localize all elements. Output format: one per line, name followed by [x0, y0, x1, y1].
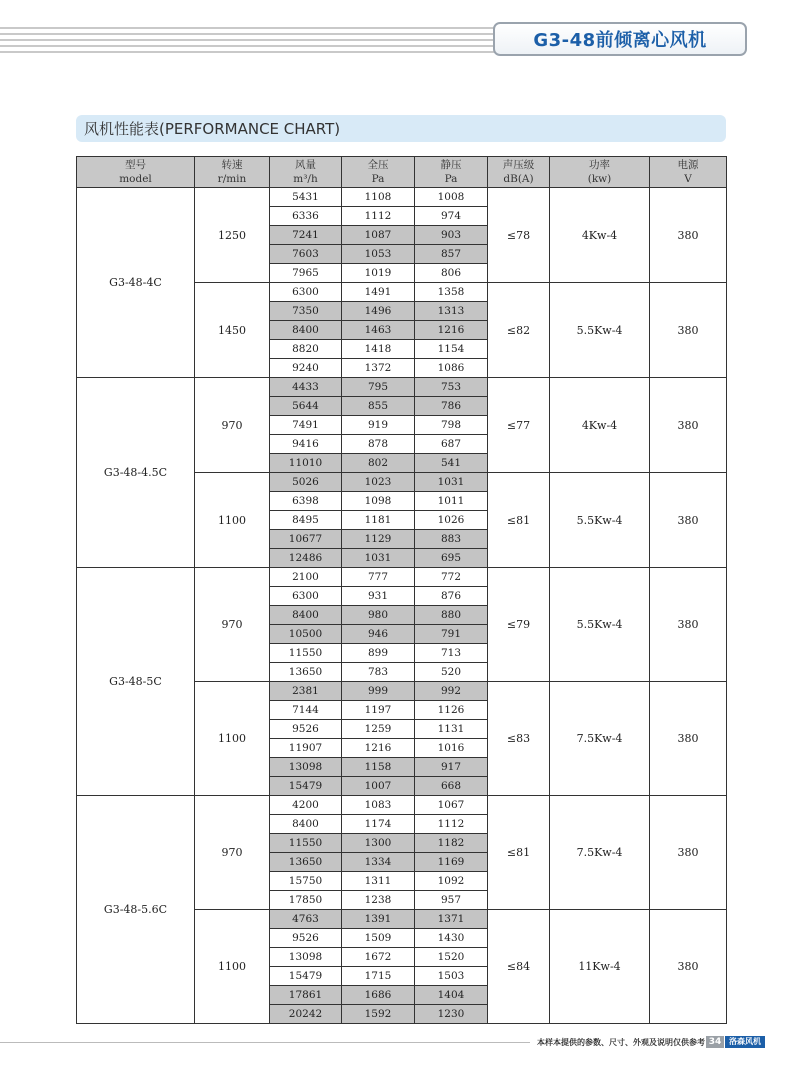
total-pressure-cell: 1300: [342, 834, 415, 853]
static-pressure-cell: 1358: [415, 283, 488, 302]
airflow-cell: 13650: [270, 663, 342, 682]
total-pressure-cell: 777: [342, 568, 415, 587]
static-pressure-cell: 541: [415, 454, 488, 473]
airflow-cell: 10500: [270, 625, 342, 644]
total-pressure-cell: 931: [342, 587, 415, 606]
table-row: [77, 188, 727, 207]
column-header-cn: 型号: [125, 159, 146, 171]
performance-table: [76, 156, 727, 1024]
static-pressure-cell: 1430: [415, 929, 488, 948]
header-line: [0, 27, 495, 29]
airflow-cell: 9526: [270, 720, 342, 739]
airflow-cell: 15479: [270, 777, 342, 796]
column-header-en: m³/h: [293, 173, 318, 185]
column-header-cn: 功率: [589, 159, 610, 171]
static-pressure-cell: 753: [415, 378, 488, 397]
column-header: [195, 157, 270, 188]
noise-cell: ≤79: [488, 568, 550, 682]
header-line: [0, 39, 495, 41]
total-pressure-cell: 1491: [342, 283, 415, 302]
static-pressure-cell: 883: [415, 530, 488, 549]
airflow-cell: 8400: [270, 321, 342, 340]
total-pressure-cell: 802: [342, 454, 415, 473]
total-pressure-cell: 946: [342, 625, 415, 644]
column-header-en: Pa: [371, 173, 385, 185]
airflow-cell: 5644: [270, 397, 342, 416]
static-pressure-cell: 992: [415, 682, 488, 701]
airflow-cell: 4200: [270, 796, 342, 815]
total-pressure-cell: 1158: [342, 758, 415, 777]
total-pressure-cell: 980: [342, 606, 415, 625]
airflow-cell: 20242: [270, 1005, 342, 1024]
speed-cell: 970: [195, 378, 270, 473]
column-header-cn: 全压: [367, 159, 389, 171]
total-pressure-cell: 919: [342, 416, 415, 435]
airflow-cell: 8400: [270, 606, 342, 625]
power-cell: 4Kw-4: [550, 188, 650, 283]
total-pressure-cell: 1019: [342, 264, 415, 283]
airflow-cell: 17861: [270, 986, 342, 1005]
table-row: [77, 568, 727, 587]
airflow-cell: 7241: [270, 226, 342, 245]
total-pressure-cell: 1391: [342, 910, 415, 929]
column-header: [77, 157, 195, 188]
static-pressure-cell: 1011: [415, 492, 488, 511]
static-pressure-cell: 957: [415, 891, 488, 910]
static-pressure-cell: 1126: [415, 701, 488, 720]
noise-cell: ≤83: [488, 682, 550, 796]
total-pressure-cell: 1053: [342, 245, 415, 264]
static-pressure-cell: 1067: [415, 796, 488, 815]
airflow-cell: 8820: [270, 340, 342, 359]
total-pressure-cell: 1129: [342, 530, 415, 549]
page-number: 34: [706, 1036, 724, 1048]
total-pressure-cell: 795: [342, 378, 415, 397]
static-pressure-cell: 974: [415, 207, 488, 226]
static-pressure-cell: 1026: [415, 511, 488, 530]
airflow-cell: 9240: [270, 359, 342, 378]
static-pressure-cell: 1371: [415, 910, 488, 929]
column-header-en: dB(A): [503, 173, 534, 185]
noise-cell: ≤81: [488, 473, 550, 568]
airflow-cell: 15750: [270, 872, 342, 891]
airflow-cell: 9416: [270, 435, 342, 454]
column-header: [415, 157, 488, 188]
total-pressure-cell: 1496: [342, 302, 415, 321]
header-line: [0, 51, 495, 53]
column-header-en: model: [119, 173, 152, 185]
static-pressure-cell: 1112: [415, 815, 488, 834]
column-header-en: r/min: [217, 173, 247, 185]
static-pressure-cell: 1169: [415, 853, 488, 872]
power-cell: 5.5Kw-4: [550, 283, 650, 378]
total-pressure-cell: 999: [342, 682, 415, 701]
total-pressure-cell: 1259: [342, 720, 415, 739]
static-pressure-cell: 1031: [415, 473, 488, 492]
static-pressure-cell: 857: [415, 245, 488, 264]
airflow-cell: 11010: [270, 454, 342, 473]
total-pressure-cell: 1197: [342, 701, 415, 720]
speed-cell: 1450: [195, 283, 270, 378]
static-pressure-cell: 880: [415, 606, 488, 625]
total-pressure-cell: 1023: [342, 473, 415, 492]
speed-cell: 1100: [195, 910, 270, 1024]
total-pressure-cell: 1108: [342, 188, 415, 207]
static-pressure-cell: 1154: [415, 340, 488, 359]
airflow-cell: 8495: [270, 511, 342, 530]
airflow-cell: 15479: [270, 967, 342, 986]
total-pressure-cell: 1181: [342, 511, 415, 530]
airflow-cell: 6300: [270, 283, 342, 302]
column-header-cn: 转速: [221, 159, 243, 171]
airflow-cell: 4763: [270, 910, 342, 929]
static-pressure-cell: 1520: [415, 948, 488, 967]
speed-cell: 970: [195, 568, 270, 682]
static-pressure-cell: 668: [415, 777, 488, 796]
total-pressure-cell: 1238: [342, 891, 415, 910]
airflow-cell: 7144: [270, 701, 342, 720]
brand-label: 洛森风机: [725, 1036, 765, 1048]
power-cell: 11Kw-4: [550, 910, 650, 1024]
voltage-cell: 380: [650, 568, 727, 682]
model-cell: G3-48-4.5C: [77, 378, 195, 568]
power-cell: 4Kw-4: [550, 378, 650, 473]
footer-note: 本样本提供的参数、尺寸、外观及说明仅供参考: [537, 1038, 705, 1047]
column-header-en: (kw): [587, 173, 612, 185]
noise-cell: ≤78: [488, 188, 550, 283]
static-pressure-cell: 1131: [415, 720, 488, 739]
column-header-en: Pa: [444, 173, 458, 185]
static-pressure-cell: 1313: [415, 302, 488, 321]
noise-cell: ≤84: [488, 910, 550, 1024]
static-pressure-cell: 806: [415, 264, 488, 283]
column-header: [342, 157, 415, 188]
total-pressure-cell: 1216: [342, 739, 415, 758]
static-pressure-cell: 1404: [415, 986, 488, 1005]
speed-cell: 1100: [195, 473, 270, 568]
speed-cell: 1250: [195, 188, 270, 283]
airflow-cell: 6336: [270, 207, 342, 226]
column-header-cn: 静压: [440, 159, 462, 171]
total-pressure-cell: 1334: [342, 853, 415, 872]
airflow-cell: 11550: [270, 644, 342, 663]
column-header-cn: 电源: [677, 159, 699, 171]
static-pressure-cell: 903: [415, 226, 488, 245]
noise-cell: ≤82: [488, 283, 550, 378]
total-pressure-cell: 1715: [342, 967, 415, 986]
static-pressure-cell: 791: [415, 625, 488, 644]
total-pressure-cell: 783: [342, 663, 415, 682]
static-pressure-cell: 1182: [415, 834, 488, 853]
airflow-cell: 8400: [270, 815, 342, 834]
airflow-cell: 13098: [270, 758, 342, 777]
static-pressure-cell: 695: [415, 549, 488, 568]
static-pressure-cell: 1092: [415, 872, 488, 891]
airflow-cell: 11550: [270, 834, 342, 853]
total-pressure-cell: 1087: [342, 226, 415, 245]
speed-cell: 970: [195, 796, 270, 910]
total-pressure-cell: 899: [342, 644, 415, 663]
airflow-cell: 6300: [270, 587, 342, 606]
voltage-cell: 380: [650, 682, 727, 796]
total-pressure-cell: 1372: [342, 359, 415, 378]
total-pressure-cell: 1592: [342, 1005, 415, 1024]
airflow-cell: 6398: [270, 492, 342, 511]
static-pressure-cell: 876: [415, 587, 488, 606]
static-pressure-cell: 917: [415, 758, 488, 777]
airflow-cell: 7491: [270, 416, 342, 435]
total-pressure-cell: 1112: [342, 207, 415, 226]
static-pressure-cell: 1086: [415, 359, 488, 378]
airflow-cell: 12486: [270, 549, 342, 568]
total-pressure-cell: 1686: [342, 986, 415, 1005]
column-header-en: V: [684, 173, 692, 185]
model-cell: G3-48-4C: [77, 188, 195, 378]
model-cell: G3-48-5C: [77, 568, 195, 796]
static-pressure-cell: 1216: [415, 321, 488, 340]
airflow-cell: 11907: [270, 739, 342, 758]
static-pressure-cell: 1016: [415, 739, 488, 758]
total-pressure-cell: 1463: [342, 321, 415, 340]
airflow-cell: 2100: [270, 568, 342, 587]
noise-cell: ≤81: [488, 796, 550, 910]
header-line: [0, 45, 495, 47]
noise-cell: ≤77: [488, 378, 550, 473]
table-row: [77, 378, 727, 397]
airflow-cell: 5026: [270, 473, 342, 492]
power-cell: 5.5Kw-4: [550, 473, 650, 568]
speed-cell: 1100: [195, 682, 270, 796]
header-line: [0, 33, 495, 35]
airflow-cell: 7965: [270, 264, 342, 283]
column-header: [550, 157, 650, 188]
airflow-cell: 13650: [270, 853, 342, 872]
airflow-cell: 5431: [270, 188, 342, 207]
power-cell: 7.5Kw-4: [550, 682, 650, 796]
static-pressure-cell: 1008: [415, 188, 488, 207]
static-pressure-cell: 798: [415, 416, 488, 435]
voltage-cell: 380: [650, 283, 727, 378]
total-pressure-cell: 1509: [342, 929, 415, 948]
total-pressure-cell: 1098: [342, 492, 415, 511]
voltage-cell: 380: [650, 796, 727, 910]
airflow-cell: 17850: [270, 891, 342, 910]
total-pressure-cell: 855: [342, 397, 415, 416]
total-pressure-cell: 1311: [342, 872, 415, 891]
total-pressure-cell: 1031: [342, 549, 415, 568]
column-header: [650, 157, 727, 188]
power-cell: 5.5Kw-4: [550, 568, 650, 682]
total-pressure-cell: 1007: [342, 777, 415, 796]
table-header-row: [77, 157, 727, 188]
static-pressure-cell: 1503: [415, 967, 488, 986]
static-pressure-cell: 1230: [415, 1005, 488, 1024]
static-pressure-cell: 786: [415, 397, 488, 416]
column-header: [488, 157, 550, 188]
static-pressure-cell: 687: [415, 435, 488, 454]
voltage-cell: 380: [650, 378, 727, 473]
static-pressure-cell: 520: [415, 663, 488, 682]
voltage-cell: 380: [650, 910, 727, 1024]
voltage-cell: 380: [650, 188, 727, 283]
total-pressure-cell: 1672: [342, 948, 415, 967]
section-title: 风机性能表(PERFORMANCE CHART): [76, 115, 726, 142]
total-pressure-cell: 1083: [342, 796, 415, 815]
column-header: [270, 157, 342, 188]
table-row: [77, 796, 727, 815]
power-cell: 7.5Kw-4: [550, 796, 650, 910]
column-header-cn: 声压级: [502, 159, 535, 171]
airflow-cell: 10677: [270, 530, 342, 549]
static-pressure-cell: 713: [415, 644, 488, 663]
total-pressure-cell: 1418: [342, 340, 415, 359]
airflow-cell: 13098: [270, 948, 342, 967]
column-header-cn: 风量: [295, 159, 316, 171]
total-pressure-cell: 878: [342, 435, 415, 454]
airflow-cell: 9526: [270, 929, 342, 948]
airflow-cell: 2381: [270, 682, 342, 701]
total-pressure-cell: 1174: [342, 815, 415, 834]
airflow-cell: 7350: [270, 302, 342, 321]
voltage-cell: 380: [650, 473, 727, 568]
model-cell: G3-48-5.6C: [77, 796, 195, 1024]
airflow-cell: 7603: [270, 245, 342, 264]
airflow-cell: 4433: [270, 378, 342, 397]
page-title: G3-48前倾离心风机: [493, 22, 747, 56]
static-pressure-cell: 772: [415, 568, 488, 587]
